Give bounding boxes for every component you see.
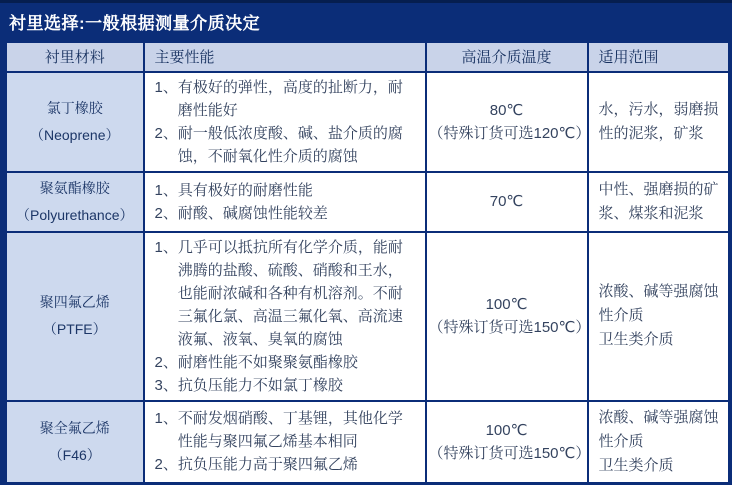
temperature-cell: [426, 232, 591, 401]
material-name: 聚氨酯橡胶: [39, 179, 110, 196]
material-alt-name: （Neoprene）: [30, 126, 120, 143]
performance-cell: [144, 232, 426, 401]
material-cell: [6, 172, 144, 232]
temperature-note: （特殊订货可选150℃）: [428, 444, 591, 462]
performance-cell: [144, 172, 426, 232]
performance-cell: [144, 72, 426, 172]
application-cell: [588, 232, 730, 401]
application-cell: [588, 72, 730, 172]
performance-item: 2、耐酸、碱腐蚀性能较差: [154, 204, 328, 222]
table-row-neoprene: [6, 72, 730, 172]
performance-item: 3、抗负压能力不如氯丁橡胶: [154, 376, 343, 394]
page-title: 衬里选择:一般根据测量介质决定: [9, 14, 261, 33]
application-line: 浓酸、碱等强腐蚀性介质: [598, 283, 719, 324]
application-line: 卫生类介质: [598, 456, 674, 474]
performance-item: 1、具有极好的耐磨性能: [154, 181, 313, 199]
performance-item: 1、不耐发烟硝酸、丁基锂，其他化学性能与聚四氟乙烯基本相同: [154, 410, 403, 450]
material-alt-name: （F46）: [48, 446, 101, 463]
performance-item: 2、抗负压能力高于聚四氟乙烯: [154, 456, 358, 473]
material-cell: [6, 401, 144, 484]
application-line: 水，污水，弱磨损性的泥浆，矿浆: [598, 100, 719, 142]
col-header-performance: 主要性能: [144, 42, 426, 72]
temperature-value: 70℃: [489, 193, 524, 210]
performance-item: 1、有极好的弹性，高度的扯断力，耐磨性能好: [154, 78, 403, 119]
temperature-cell: [426, 172, 588, 232]
temperature-value: 80℃: [489, 101, 524, 119]
col-header-application: 适用范围: [588, 42, 730, 72]
col-header-material: 衬里材料: [6, 42, 144, 72]
temperature-note: （特殊订货可选150℃）: [428, 319, 591, 336]
application-line: 中性、强磨损的矿浆、煤浆和泥浆: [598, 180, 719, 222]
material-cell: [6, 72, 144, 172]
performance-cell: [144, 401, 426, 484]
material-name: 聚四氟乙烯: [39, 294, 110, 310]
table-row-polyurethane: [6, 172, 730, 232]
performance-item: 1、几乎可以抵抗所有化学介质，能耐沸腾的盐酸、硫酸、硝酸和王水，也能耐浓碱和各种有机溶剂。不耐三氟化氯、高温三氟化氧、高流速液氟、液氧、臭氧的腐蚀: [154, 238, 403, 348]
performance-item: 2、耐一般低浓度酸、碱、盐介质的腐蚀，不耐氧化性介质的腐蚀: [154, 124, 403, 165]
temperature-value: 100℃: [485, 296, 528, 313]
application-cell: [588, 401, 730, 484]
material-alt-name: （PTFE）: [42, 321, 107, 337]
material-name: 聚全氟乙烯: [39, 419, 110, 436]
material-name: 氯丁橡胶: [46, 99, 103, 116]
table-row-f46: [6, 401, 730, 484]
material-alt-name: （Polyurethance）: [15, 206, 134, 223]
header-row: [6, 42, 730, 72]
table-row-ptfe: [6, 232, 730, 401]
performance-item: 2、耐磨性能不如聚聚氨酯橡胶: [154, 353, 358, 371]
material-cell: [6, 232, 144, 401]
col-header-temperature: 高温介质温度: [426, 42, 588, 72]
application-line: 卫生类介质: [598, 331, 674, 348]
lining-selection-table: [4, 40, 731, 485]
application-cell: [588, 172, 730, 232]
application-line: 浓酸、碱等强腐蚀性介质: [598, 408, 719, 450]
temperature-cell: [426, 72, 591, 172]
temperature-note: （特殊订货可选120℃）: [428, 124, 591, 142]
temperature-cell: [426, 401, 591, 484]
temperature-value: 100℃: [485, 421, 528, 439]
